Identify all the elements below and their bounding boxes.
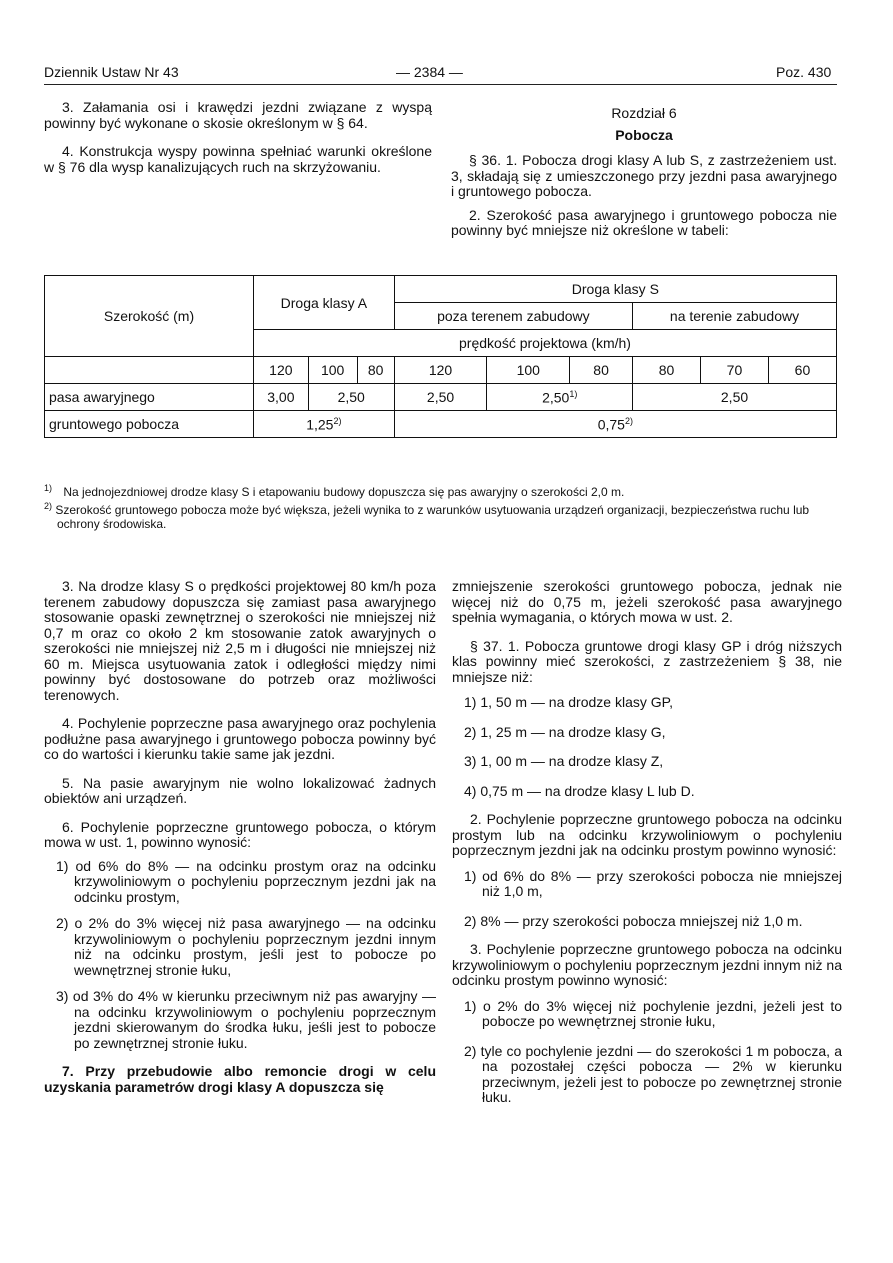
header-rule: [44, 84, 837, 85]
list-item: 3) 1, 00 m — na drodze klasy Z,: [464, 753, 664, 769]
footnote-ref: 2): [624, 415, 633, 426]
position-number: Poz. 430: [776, 64, 832, 80]
list-item: 2) 8% — przy szerokości pobocza mniejszej niż 1,0 m.: [464, 912, 803, 929]
footnote-ref: 1): [569, 388, 578, 399]
list-item: 2) o 2% do 3% więcej niż pasa awaryjnego — na odcinku krzywoliniowym o pochyleniu poprzecznym jezdni innym niż na odcinku prostym, jeśli jest to pobocze po wewnętrznej stronie łuku,: [56, 915, 436, 978]
table-row-header: Szerokość (m): [45, 276, 254, 357]
paragraph-5-no-objects: 5. Na pasie awaryjnym nie wolno lokalizować żadnych obiektów ani urządzeń.: [44, 774, 436, 806]
row-label-earth-shoulder: gruntowego pobocza: [45, 411, 254, 438]
section-37-1: § 37. 1. Pobocza gruntowe drogi klasy GP i dróg niższych klas powinny mieć szerokości, z zastrzeżeniem § 38, nie mniejsze niż:: [452, 637, 842, 685]
paragraph-continuation: zmniejszenie szerokości gruntowego pobocza, jednak nie więcej niż do 0,75 m, jeżeli szerokość pasa awaryjnego spełnia wymagania, o których mowa w ust. 2.: [452, 578, 842, 625]
top-right-column: [451, 106, 837, 252]
footnote-2: [44, 500, 847, 531]
section-37-3: 3. Pochylenie poprzeczne gruntowego pobocza na odcinku krzywoliniowym o pochyleniu poprzecznym jezdni innym niż na odcinku prostym powinno wynosić:: [452, 941, 842, 988]
value-cell: 3,00: [254, 384, 309, 411]
footnote-2-text: Szerokość gruntowego pobocza może być większa, jeżeli wynika to z warunków usytuowania urządzeń organizacji, bezpieczeństwa ruchu lub ochrony środowiska.: [55, 503, 810, 531]
top-left-column: [44, 100, 432, 188]
list-item: 4) 0,75 m — na drodze klasy L lub D.: [464, 782, 695, 799]
paragraph-4-island: 4. Konstrukcja wyspy powinna spełniać warunki określone w § 76 dla wysp kanalizujących ruch na skrzyżowaniu.: [44, 143, 432, 175]
section-37-2-list: [452, 869, 842, 930]
list-item: 3) od 3% do 4% w kierunku przeciwnym niż pas awaryjny — na odcinku krzywoliniowym o pochyleniu poprzecznym jezdni skierowanym do środka łuku, jeśli jest to pobocze po zewnętrznej stronie łuku.: [56, 988, 436, 1051]
value-text: 2,50: [542, 389, 570, 406]
chapter-number: Rozdział 6: [611, 105, 677, 121]
design-speed-header: prędkość projektowa (km/h): [254, 330, 837, 357]
bottom-right-column: [452, 579, 842, 1119]
speed-cell: 80: [633, 357, 701, 384]
value-cell: [254, 411, 395, 438]
value-cell: [487, 384, 633, 411]
footnote-1-text: Na jednojezdniowej drodze klasy S i etapowaniu budowy dopuszcza się pas awaryjny o szerokości 2,0 m.: [63, 485, 625, 499]
value-text: 0,75: [597, 416, 625, 433]
chapter-title: Pobocza: [615, 126, 673, 143]
paragraph-6-cross-slope: 6. Pochylenie poprzeczne gruntowego pobocza, o którym mowa w ust. 1, powinno wynosić:: [44, 818, 436, 850]
section-36-2: 2. Szerokość pasa awaryjnego i gruntowego pobocza nie powinny być mniejsze niż określone w tabeli:: [451, 206, 837, 238]
section-37-3-list: [452, 999, 842, 1106]
list-item: 1) o 2% do 3% więcej niż pochylenie jezdni, jeżeli jest to pobocze po wewnętrznej stronie łuku,: [464, 997, 842, 1029]
footnote-2-mark: 2): [44, 501, 53, 511]
class-a-header: Droga klasy A: [254, 276, 395, 330]
paragraph-3-island: 3. Załamania osi i krawędzi jezdni związane z wyspą powinny być wykonane o skosie określonym w § 64.: [44, 99, 432, 131]
section-37-2: 2. Pochylenie poprzeczne gruntowego pobocza na odcinku prostym lub na odcinku krzywoliniowym o pochyleniu poprzecznym jezdni jak na odcinku prostym powinno wynosić:: [452, 811, 842, 858]
speed-cell: 100: [487, 357, 570, 384]
speed-cell: 80: [570, 357, 633, 384]
journal-title: Dziennik Ustaw Nr 43: [44, 64, 179, 80]
speed-cell: 70: [700, 357, 768, 384]
value-cell: 2,50: [633, 384, 837, 411]
paragraph-4-slopes: 4. Pochylenie poprzeczne pasa awaryjnego oraz pochylenia podłużne pasa awaryjnego i gruntowego pobocza powinny być co do wartości i kierunku takie same jak jezdni.: [44, 715, 436, 762]
bottom-left-column: [44, 579, 436, 1108]
speed-cell: 120: [254, 357, 309, 384]
list-item: 1) od 6% do 8% — na odcinku prostym oraz na odcinku krzywoliniowym o pochyleniu poprzecznym jezdni jak na odcinku prostym,: [56, 857, 436, 905]
footnote-1-mark: 1): [44, 483, 53, 493]
speed-cell: 80: [357, 357, 394, 384]
list-item: 1) od 6% do 8% — przy szerokości pobocza nie mniejszej niż 1,0 m,: [464, 867, 842, 899]
section-36-1: § 36. 1. Pobocza drogi klasy A lub S, z zastrzeżeniem ust. 3, składają się z umieszczonego przy jezdni pasa awaryjnego i gruntowego pobocza.: [451, 152, 837, 199]
value-cell: [394, 411, 836, 438]
list-item: 1) 1, 50 m — na drodze klasy GP,: [464, 694, 674, 710]
empty-cell: [45, 357, 254, 384]
row-label-emergency-lane: pasa awaryjnego: [45, 384, 254, 411]
list-item: 2) tyle co pochylenie jezdni — do szerokości 1 m pobocza, a na pozostałej części pobocza — 2% w kierunku przeciwnym, jeżeli jest to pobocze po zewnętrznej stronie łuku.: [464, 1042, 842, 1105]
value-text: 1,25: [306, 416, 334, 433]
paragraph-6-list: [44, 859, 436, 1052]
paragraph-7-reconstruction: 7. Przy przebudowie albo remoncie drogi w celu uzyskania parametrów drogi klasy A dopuszcza się: [44, 1063, 436, 1095]
value-cell: 2,50: [394, 384, 487, 411]
class-s-header: Droga klasy S: [394, 276, 836, 303]
page-number: — 2384 —: [396, 64, 463, 80]
speed-cell: 120: [394, 357, 487, 384]
list-item: 2) 1, 25 m — na drodze klasy G,: [464, 723, 666, 740]
footnote-ref: 2): [333, 415, 342, 426]
value-cell: 2,50: [308, 384, 394, 411]
speed-cell: 100: [308, 357, 357, 384]
section-37-1-list: [452, 695, 842, 799]
outside-built-header: poza terenem zabudowy: [394, 303, 632, 330]
footnote-1: [44, 482, 844, 500]
inside-built-header: na terenie zabudowy: [633, 303, 837, 330]
shoulder-width-table: [44, 275, 837, 438]
paragraph-3-stopping-bays: 3. Na drodze klasy S o prędkości projektowej 80 km/h poza terenem zabudowy dopuszcza się zamiast pasa awaryjnego stosowanie opaski zewnętrznej o szerokości nie mniejszej niż 0,7 m oraz co około 2 km stosowanie zatok awaryjnych o szerokości nie mniejszej niż 2,5 m i długości nie mniejszej niż 60 m. Miejsca usytuowania zatok i odległości między nimi powinny być dostosowane do potrzeb oraz możliwości terenowych.: [44, 578, 436, 703]
speed-cell: 60: [768, 357, 836, 384]
